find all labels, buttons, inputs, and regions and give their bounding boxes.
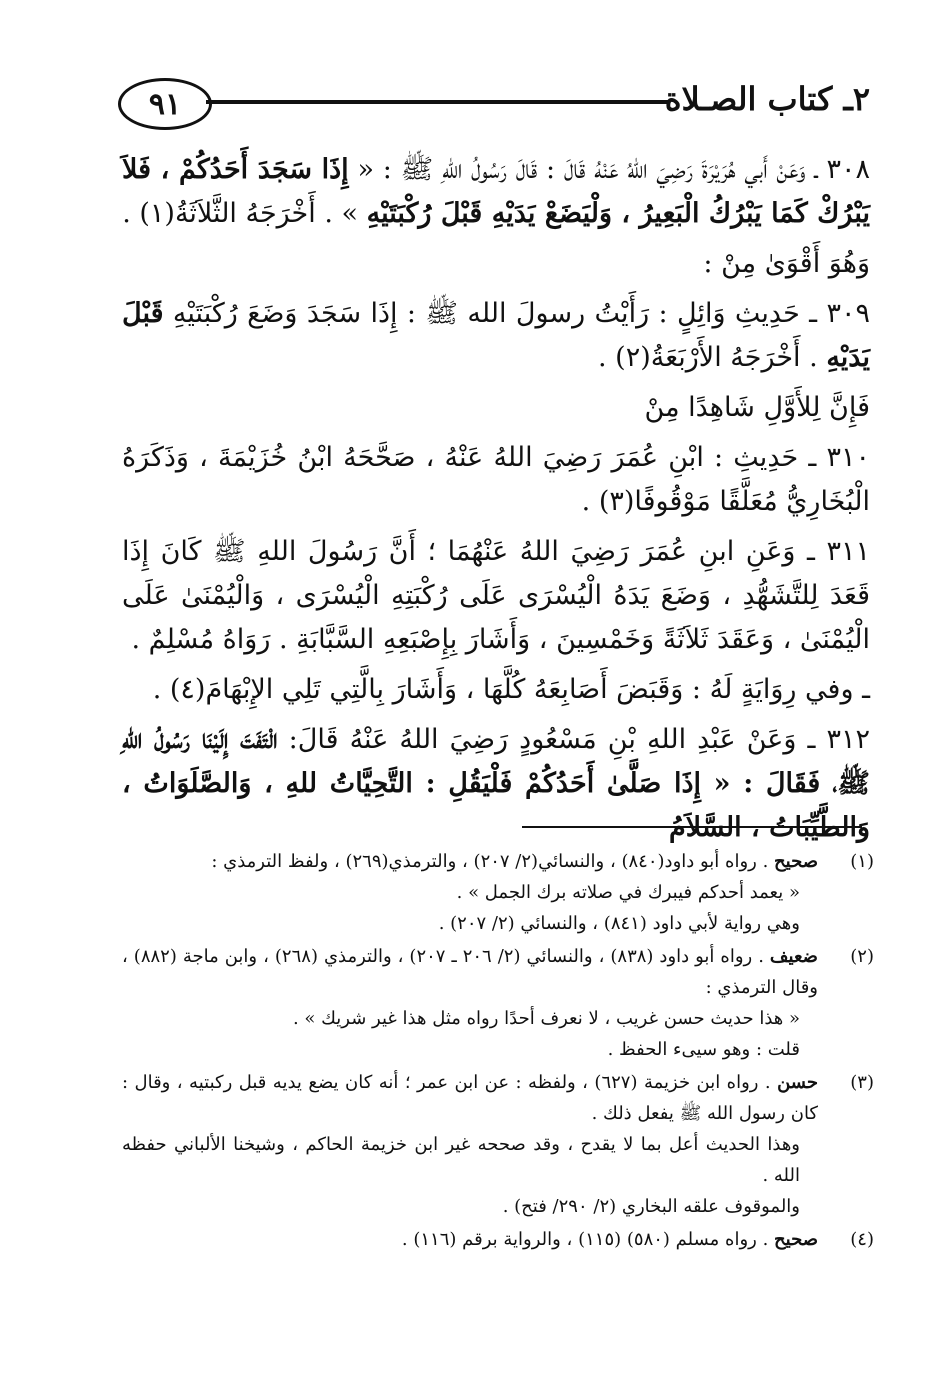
footnote-grade: ضعيف [769,946,818,967]
footnote-number: (٣) [850,1072,874,1093]
hadith-308: ٣٠٨ ـ وَعَنْ أَبي هُرَيْرَةَ رَضِيَ اللهُ عَنْهُ قَالَ : قَالَ رَسُولُ اللهِ ﷺ : « إِذَا سَجَدَ أَحَدُكُمْ ، فَلاَ يَبْرُكْ كَمَا يَبْرُكُ الْبَعِيرُ ، وَلْيَضَعْ يَدَيْهِ قَبْلَ رُكْبَتَيْهِ » . أَخْرَجَهُ الثَّلاَثَةُ(١) . [122,154,870,229]
footnote-grade: صحيح [774,1229,818,1250]
hadith-310: ٣١٠ ـ حَدِيثِ : ابْنِ عُمَرَ رَضِيَ اللهُ عَنْهُ ، صَحَّحَهُ ابْنُ خُزَيْمَةَ ، وَذَكَرَهُ الْبُخَارِيُّ مُعَلَّقًا مَوْقُوفًا(٣) . [122,442,870,517]
main-text [122,148,870,856]
footnote-2 [122,941,874,1065]
footnote-1 [122,846,874,939]
footnote-grade: حسن [777,1072,818,1093]
footnote-number: (٢) [850,946,874,967]
footnote-number: (١) [850,851,874,872]
hadith-309: ٣٠٩ ـ حَدِيثِ وَائِلٍ : رَأَيْتُ رسولَ الله ﷺ : إِذَا سَجَدَ وَضَعَ رُكْبَتَيْهِ قَبْلَ يَدَيْهِ . أَخْرَجَهُ الأَرْبَعَةُ(٢) . [122,298,870,373]
footnote-grade: صحيح [774,851,818,872]
hadith-312: ٣١٢ ـ وَعَنْ عَبْدِ اللهِ بْنِ مَسْعُودٍ رَضِيَ اللهُ عَنْهُ قَالَ: الْتَفَتَ إِلَيْنَا رَسُولُ اللهِ ﷺ، فَقَالَ : « إِذَا صَلَّىٰ أَحَدُكُمْ فَلْيَقُلِ : التَّحِيَّاتُ للهِ ، وَالصَّلَوَاتُ ، وَالطَّيِّبَاتُ ، السَّلاَمُ [122,724,870,843]
hadith-311: ٣١١ ـ وَعَنِ ابنِ عُمَرَ رَضِيَ اللهُ عَنْهُمَا ؛ أَنَّ رَسُولَ اللهِ ﷺ كَانَ إِذَا قَعَدَ لِلتَّشَهُّدِ ، وَضَعَ يَدَهُ الْيُسْرَى عَلَى رُكْبَتِهِ الْيُسْرَى ، وَالْيُمْنَىٰ عَلَى الْيُمْنَىٰ ، وَعَقَدَ ثَلاَثَةً وَخَمْسِينَ ، وَأَشَارَ بِإِصْبَعِهِ السَّبَّابَةِ . رَوَاهُ مُسْلِمٌ . [122,536,870,655]
footnote-4 [122,1224,874,1255]
footnotes [122,846,874,1257]
header-rule [206,100,670,104]
footnote-body: صحيح . رواه أبو داود(٨٤٠) ، والنسائي(٢/ ٢٠٧) ، والترمذي(٢٦٩) ، ولفظ الترمذي : « يعمد أحدكم فيبرك في صلاته برك الجمل » . وهي رواية لأبي داود (٨٤١) ، والنسائي (٢/ ٢٠٧) . [211,851,818,934]
hadith-311-variant: ـ وفي رِوَايَةٍ لَهُ : وَقَبَضَ أَصَابِعَهُ كُلَّهَا ، وَأَشَارَ بِالَّتِي تَلِي الإِبْهَامَ(٤) . [152,674,870,705]
chapter-title: ٢ـ كتاب الصـلاة [664,80,870,118]
page-number: ٩١ [118,78,212,130]
footnote-body: صحيح . رواه مسلم (٥٨٠) (١١٥) ، والرواية برقم (١١٦) . [401,1229,818,1250]
footnote-3 [122,1067,874,1222]
page-header [118,72,870,134]
footnote-body: ضعيف . رواه أبو داود (٨٣٨) ، والنسائي (٢/ ٢٠٦ ـ ٢٠٧) ، والترمذي (٢٦٨) ، وابن ماجة (٨٨٢) ، وقال الترمذي : « هذا حديث حسن غريب ، لا نعرف أحدًا رواه مثل هذا غير شريك » . قلت : وهو سيىء الحفظ . [122,946,818,1060]
transition-line: فَإِنَّ لِلأَوَّلِ شَاهِدًا مِنْ [644,392,870,423]
footnote-body: حسن . رواه ابن خزيمة (٦٢٧) ، ولفظه : عن ابن عمر ؛ أنه كان يضع يديه قبل ركبتيه ، وقال : كان رسول الله ﷺ يفعل ذلك . وهذا الحديث أعل بما لا يقدح ، وقد صححه غير ابن خزيمة الحاكم ، وشيخنا الألباني حفظه الله . والموقوف علقه البخاري (٢/ ٢٩٠/ فتح) . [122,1072,818,1217]
footnote-separator [522,826,862,828]
footnote-number: (٤) [850,1229,874,1250]
transition-line: وَهُوَ أَقْوَىٰ مِنْ : [703,248,870,279]
